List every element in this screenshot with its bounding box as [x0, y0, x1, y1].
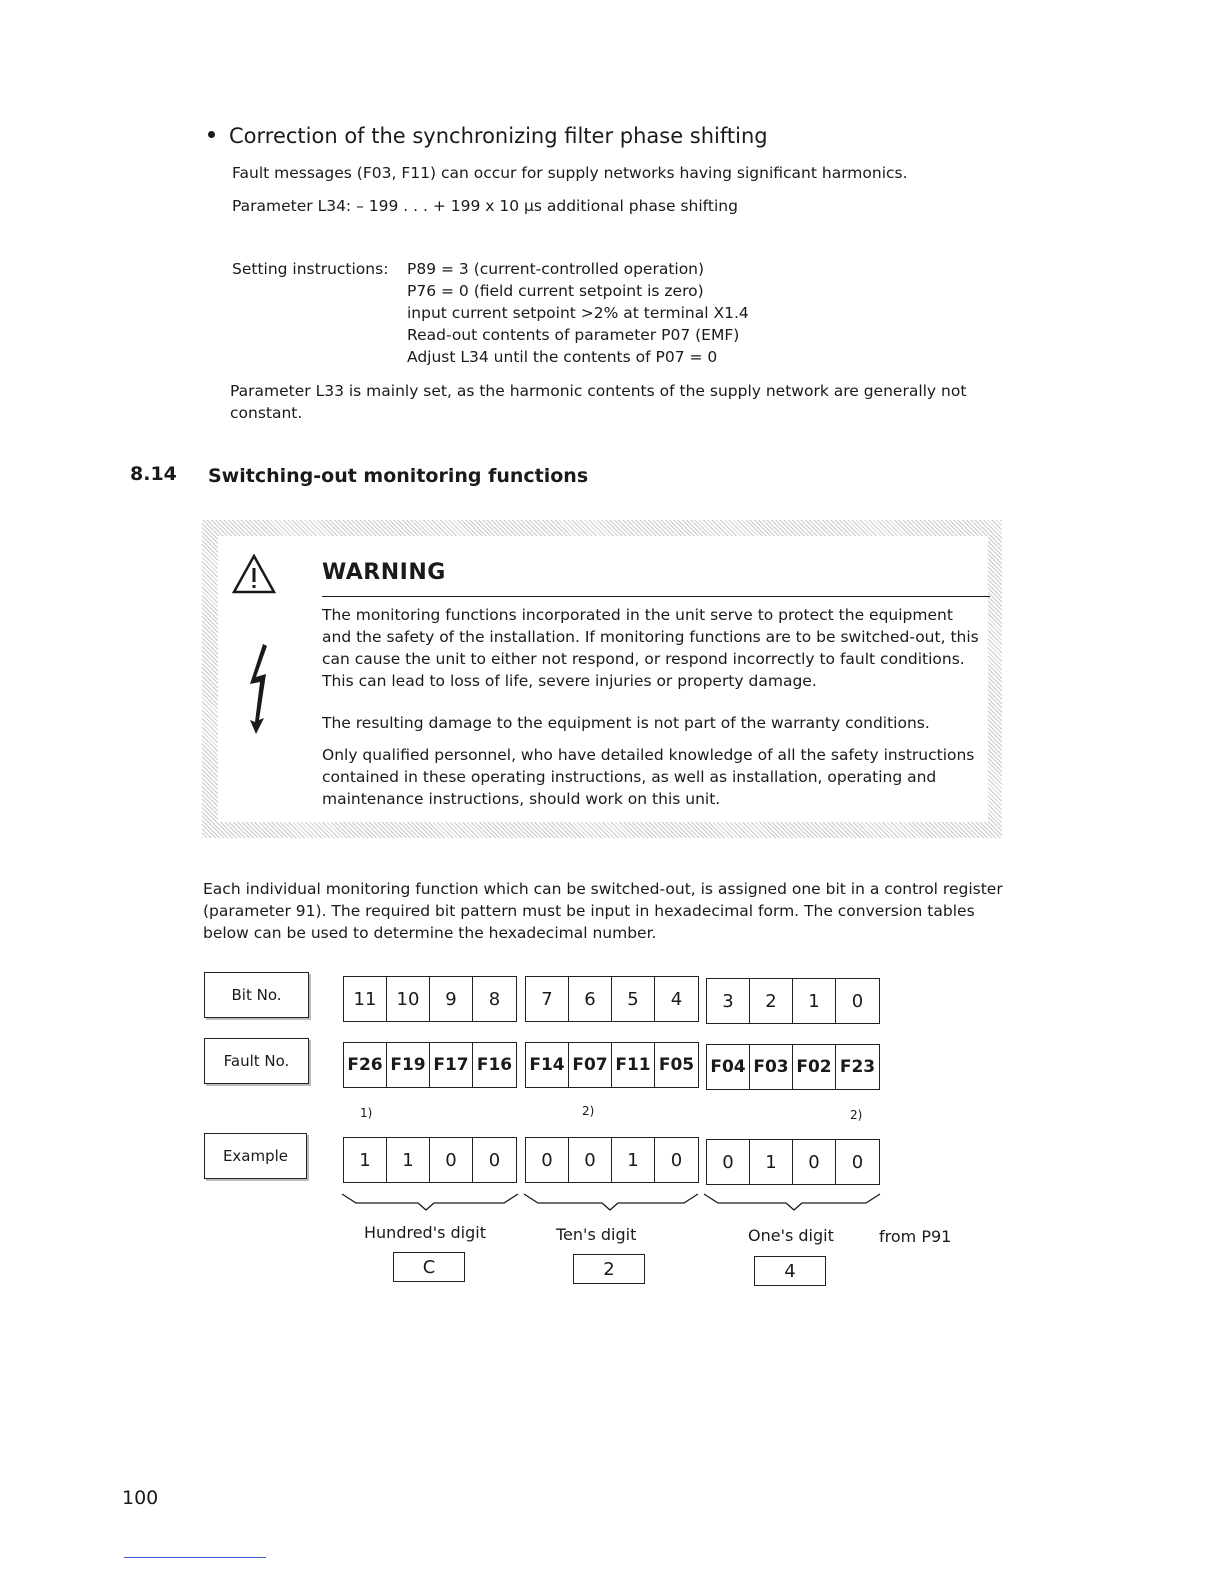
fault-cell: F19	[387, 1043, 430, 1087]
brace-mid	[524, 1194, 698, 1210]
brace-low	[704, 1194, 880, 1210]
setting-label: Setting instructions:	[232, 260, 389, 278]
warning-paragraph: Only qualified personnel, who have detailed knowledge of all the safety instructions contained in these operating instructions, as well as installation, operating and maintenance instructions, should work on this unit.	[322, 746, 975, 808]
fault-cell: F17	[430, 1043, 473, 1087]
hundreds-digit-label: Hundred's digit	[364, 1223, 486, 1242]
page-number: 100	[122, 1487, 159, 1509]
bit-cell: 7	[526, 977, 569, 1021]
fault-cell: F26	[344, 1043, 387, 1087]
setting-step: input current setpoint >2% at terminal X1.4	[407, 304, 749, 322]
setting-step: Read-out contents of parameter P07 (EMF)	[407, 326, 740, 344]
footer-rule	[124, 1557, 266, 1558]
fault-group-high	[343, 1042, 517, 1088]
example-group-mid	[525, 1137, 699, 1183]
footnote-marker: 2)	[582, 1104, 595, 1118]
bit-group-high	[343, 976, 517, 1022]
setting-steps	[407, 258, 749, 368]
l33-note: Parameter L33 is mainly set, as the harmonic contents of the supply network are generally not constant.	[230, 382, 967, 422]
section-title: Switching-out monitoring functions	[208, 465, 589, 487]
example-cell: 0	[430, 1138, 473, 1182]
parameter-l34-line: Parameter L34: – 199 . . . + 199 x 10 µs additional phase shifting	[232, 197, 738, 215]
example-cell: 1	[750, 1140, 793, 1184]
ones-digit-value: 4	[754, 1256, 826, 1286]
footnote-marker: 1)	[360, 1106, 373, 1120]
bullet-heading	[208, 124, 768, 148]
bit-cell: 9	[430, 977, 473, 1021]
footnote-marker: 2)	[850, 1108, 863, 1122]
warning-title: WARNING	[322, 560, 446, 585]
bullet-icon	[208, 131, 215, 138]
bit-cell: 11	[344, 977, 387, 1021]
setting-step: P89 = 3 (current-controlled operation)	[407, 260, 705, 278]
example-label: Example	[204, 1133, 307, 1179]
example-cell: 0	[793, 1140, 836, 1184]
section-number: 8.14	[130, 463, 177, 485]
bit-cell: 5	[612, 977, 655, 1021]
tens-digit-value: 2	[573, 1254, 645, 1284]
example-cell: 0	[569, 1138, 612, 1182]
example-cell: 0	[851, 1151, 864, 1173]
fault-cell: F02	[793, 1045, 836, 1089]
fault-cell: F07	[569, 1043, 612, 1087]
bullet-title: Correction of the synchronizing filter phase shifting	[229, 124, 768, 148]
fault-cell: F14	[526, 1043, 569, 1087]
example-cell: 1	[344, 1138, 387, 1182]
lightning-bolt-icon	[244, 642, 272, 736]
brace-high	[342, 1194, 518, 1210]
fault-group-mid	[525, 1042, 699, 1088]
example-cell: 0	[488, 1149, 501, 1171]
warning-divider	[322, 596, 990, 597]
bit-cell: 6	[569, 977, 612, 1021]
bit-cell: 10	[387, 977, 430, 1021]
warning-paragraph: The resulting damage to the equipment is not part of the warranty conditions.	[322, 714, 930, 732]
example-group-low	[706, 1139, 880, 1185]
bit-cell: 2	[750, 979, 793, 1023]
setting-step: P76 = 0 (field current setpoint is zero)	[407, 282, 704, 300]
fault-group-low	[706, 1044, 880, 1090]
example-cell: 0	[670, 1149, 683, 1171]
fault-cell: F11	[612, 1043, 655, 1087]
bit-group-mid	[525, 976, 699, 1022]
fault-cell: F04	[707, 1045, 750, 1089]
fault-cell: F16	[476, 1055, 513, 1075]
warning-paragraph: The monitoring functions incorporated in the unit serve to protect the equipment and the safety of the installation. If monitoring functions are to be switched-out, this can cause the unit to either not respond, or respond incorrectly to fault conditions. This can lead to loss of life, severe injuries or property damage.	[322, 606, 979, 690]
setting-step: Adjust L34 until the contents of P07 = 0	[407, 348, 718, 366]
grouping-braces	[340, 1190, 885, 1214]
bit-cell: 3	[707, 979, 750, 1023]
fault-no-label: Fault No.	[204, 1038, 309, 1084]
warning-inner	[218, 536, 988, 822]
fault-cell: F05	[658, 1055, 695, 1075]
fault-message-line: Fault messages (F03, F11) can occur for supply networks having significant harmonics.	[232, 164, 908, 182]
bit-cell: 8	[488, 988, 501, 1010]
example-cell: 0	[526, 1138, 569, 1182]
bit-cell: 0	[851, 990, 864, 1012]
fault-cell: F03	[750, 1045, 793, 1089]
bit-cell: 4	[670, 988, 683, 1010]
example-cell: 0	[707, 1140, 750, 1184]
example-cell: 1	[612, 1138, 655, 1182]
example-group-high	[343, 1137, 517, 1183]
bit-cell: 1	[793, 979, 836, 1023]
bit-group-low	[706, 978, 880, 1024]
ones-digit-label: One's digit	[748, 1226, 834, 1245]
tens-digit-label: Ten's digit	[556, 1225, 637, 1244]
from-p91-label: from P91	[879, 1227, 952, 1246]
fault-cell: F23	[839, 1057, 876, 1077]
bit-no-label: Bit No.	[204, 972, 309, 1018]
intro-paragraph: Each individual monitoring function which can be switched-out, is assigned one bit in a control register (parameter 91). The required bit pattern must be input in hexadecimal form. The conversion tables below can be used to determine the hexadecimal number.	[203, 880, 1003, 942]
example-cell: 1	[387, 1138, 430, 1182]
warning-triangle-icon	[232, 554, 276, 594]
warning-box	[202, 520, 1002, 838]
hundreds-digit-value: C	[393, 1252, 465, 1282]
